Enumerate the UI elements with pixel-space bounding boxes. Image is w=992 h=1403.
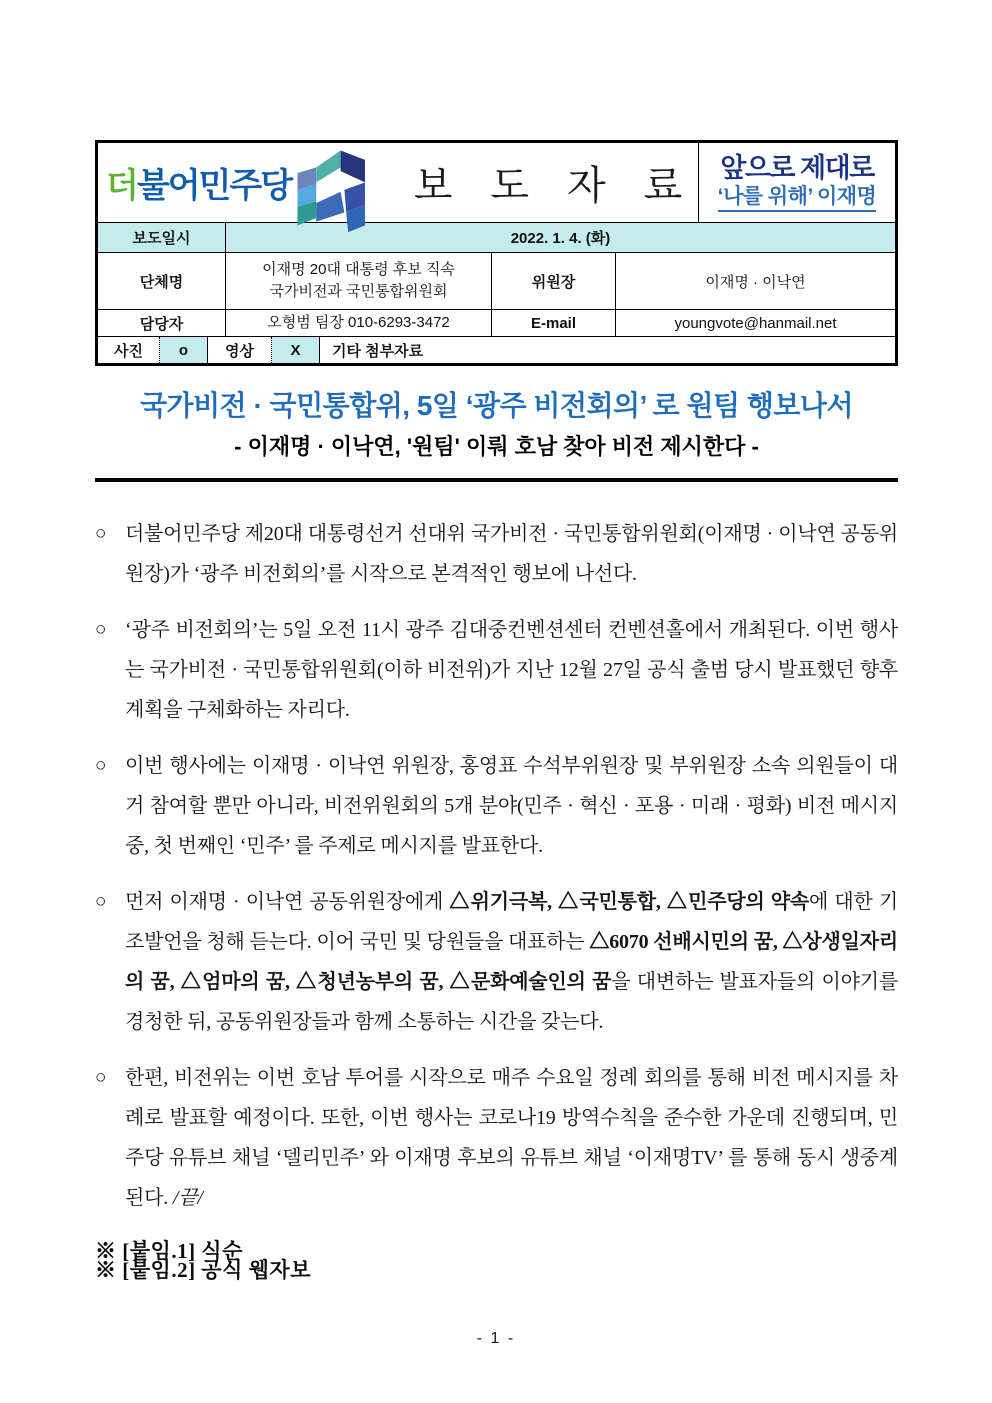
photo-flag: o: [160, 337, 208, 363]
attachment-note: ※ [붙임.1] 식순: [95, 1239, 243, 1263]
chair-label: 위원장: [492, 253, 616, 309]
header-table: [95, 140, 898, 366]
attachment-notes: [95, 1239, 898, 1282]
body-paragraphs: [95, 514, 898, 1218]
org-value: [226, 253, 492, 309]
page-content: [95, 140, 898, 1280]
attachment-note: ※ [붙임.2] 공식 웹자보: [95, 1258, 311, 1282]
campaign-slogan: [698, 143, 895, 222]
media-row: [98, 336, 895, 363]
email-value: youngvote@hanmail.net: [674, 314, 837, 332]
release-date-value: 2022. 1. 4. (화): [510, 230, 611, 247]
video-flag: X: [272, 337, 320, 363]
org-value-line1: 이재명 20대 대통령 후보 직속: [262, 261, 455, 278]
party-flag-icon: [287, 143, 383, 233]
paragraph-text: 먼저 이재명 · 이낙연 공동위원장에게 △위기극복, △국민통합, △민주당의 약속에 대한 기조발언을 청해 듣는다. 이어 국민 및 당원들을 대표하는 △6070 선배시민의 꿈, △상생일자리의 꿈, △엄마의 꿈, △청년농부의 꿈, △문화예술인의 꿈을 대변하는 발표자들의 이야기를 경청한 뒤, 공동위원장들과 함께 소통하는 시간을 갖는다.: [125, 891, 898, 1033]
email-label: E-mail: [492, 310, 616, 336]
org-label: 단체명: [98, 253, 226, 309]
paragraph-text: 더불어민주당 제20대 대통령선거 선대위 국가비전 · 국민통합위원회(이재명 · 이낙연 공동위원장)가 ‘광주 비전회의’를 시작으로 본격적인 행보에 나선다.: [125, 523, 898, 585]
body-paragraph: [95, 1058, 898, 1218]
logo-text-blue: 불어민주당: [136, 167, 292, 205]
headline-title: 국가비전 · 국민통합위, 5일 ‘광주 비전회의’ 로 원팀 행보나서: [139, 390, 854, 421]
paragraph-bullet: ○: [95, 523, 107, 544]
logo-text-green: 더: [106, 167, 137, 205]
etc-attachment-label: 기타 첨부자료: [332, 342, 424, 360]
page-number: - 1 -: [476, 1330, 516, 1347]
organization-row: [98, 252, 895, 309]
brand-row: [98, 143, 895, 222]
doc-type-title: 보 도 자 료: [413, 163, 697, 208]
party-logo-text: [106, 158, 291, 207]
party-logo: [98, 143, 398, 222]
photo-label: 사진: [98, 337, 160, 363]
headline-divider: [95, 478, 898, 482]
paragraph-bullet: ○: [95, 891, 107, 912]
release-date-row: [98, 222, 895, 252]
body-paragraph: [95, 514, 898, 594]
paragraph-bullet: ○: [95, 619, 107, 640]
video-label: 영상: [208, 337, 272, 363]
body-paragraph: [95, 746, 898, 866]
body-paragraph: [95, 882, 898, 1042]
paragraph-bullet: ○: [95, 755, 107, 776]
contact-row: [98, 309, 895, 336]
org-value-line2: 국가비전과 국민통합위원회: [269, 283, 448, 300]
paragraph-bullet: ○: [95, 1067, 107, 1088]
contact-label: 담당자: [98, 310, 226, 336]
paragraph-text: 한편, 비전위는 이번 호남 투어를 시작으로 매주 수요일 정례 회의를 통해 비전 메시지를 차례로 발표할 예정이다. 또한, 이번 행사는 코로나19 방역수칙을 준수한 가운데 진행되며, 민주당 유튜브 채널 ‘델리민주’ 와 이재명 후보의 유튜브 채널 ‘이재명TV’ 를 통해 동시 생중계된다. /끝/: [125, 1067, 898, 1209]
release-date-label: 보도일시: [98, 223, 226, 252]
body-paragraph: [95, 610, 898, 730]
paragraph-text: 이번 행사에는 이재명 · 이낙연 위원장, 홍영표 수석부위원장 및 부위원장 소속 의원들이 대거 참여할 뿐만 아니라, 비전위원회의 5개 분야(민주 · 혁신 · 포용 · 미래 · 평화) 비전 메시지 중, 첫 번째인 ‘민주’ 를 주제로 메시지를 발표한다.: [125, 755, 898, 857]
contact-value: 오형범 팀장 010-6293-3472: [226, 310, 492, 336]
slogan-line1: 앞으로 제대로: [720, 152, 874, 183]
paragraph-text: ‘광주 비전회의’는 5일 오전 11시 광주 김대중컨벤션센터 컨벤션홀에서 개최된다. 이번 행사는 국가비전 · 국민통합위원회(이하 비전위)가 지난 12월 27일 공식 출범 당시 발표했던 향후 계획을 구체화하는 자리다.: [125, 619, 898, 721]
headline-subtitle: - 이재명 · 이낙연, '원팀' 이뤄 호남 찾아 비전 제시한다 -: [234, 434, 759, 459]
chair-value: 이재명 · 이낙연: [705, 273, 806, 291]
slogan-line2: ‘나를 위해’ 이재명: [718, 185, 877, 212]
